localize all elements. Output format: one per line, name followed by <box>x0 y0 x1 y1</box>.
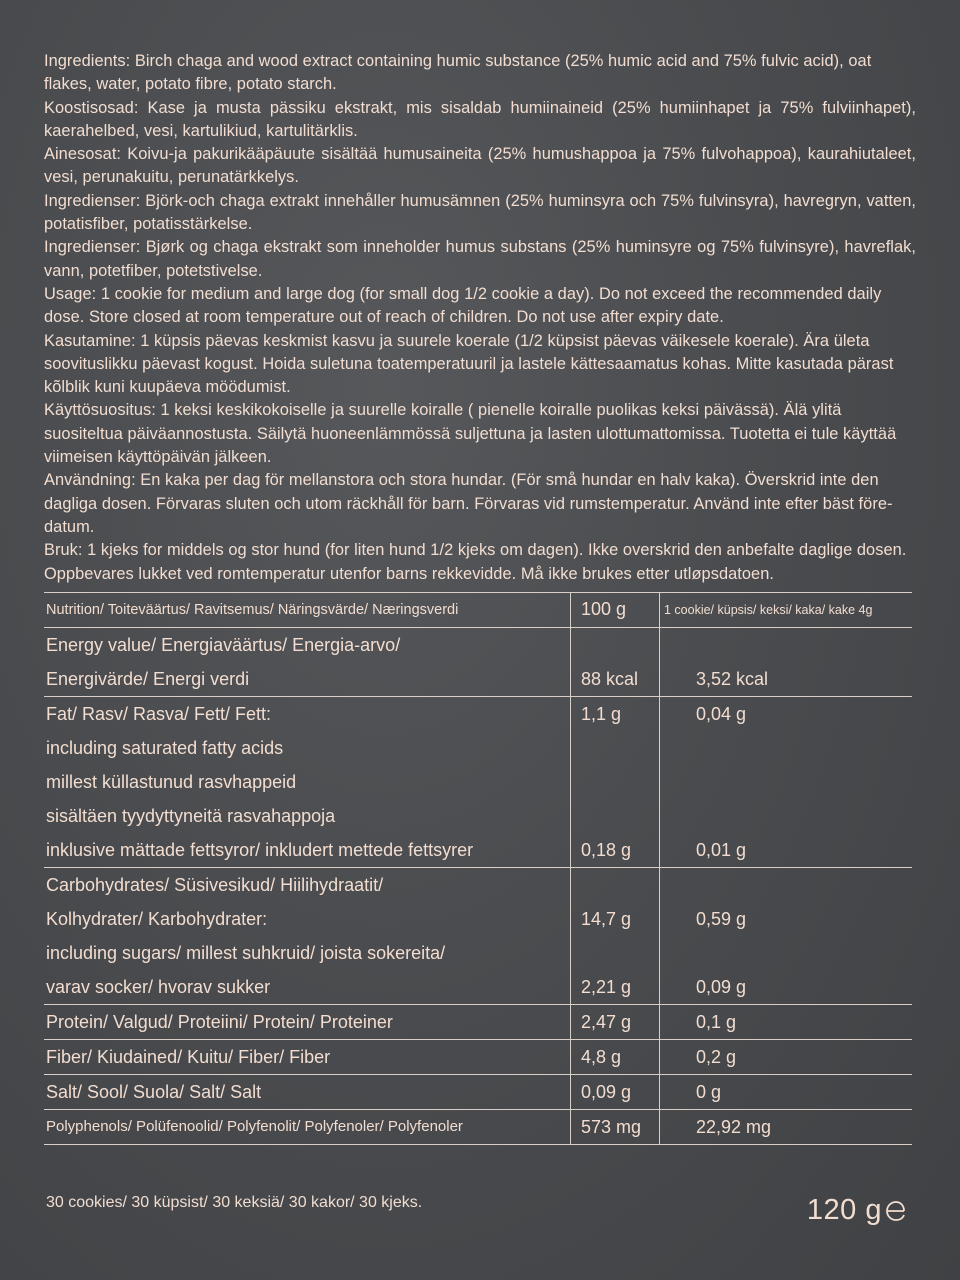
value-per-cookie <box>666 731 912 765</box>
value-per-cookie <box>666 799 912 833</box>
value-per-cookie <box>666 628 912 662</box>
value-per-100g-cell <box>571 1004 660 1039</box>
ingredients-usage-text <box>44 50 916 586</box>
value-per-100g-cell <box>571 1109 660 1144</box>
net-weight <box>807 1194 908 1227</box>
nutrition-row <box>44 1109 912 1144</box>
value-per-cookie: 22,92 mg <box>696 1116 772 1137</box>
value-per-100g-cell <box>571 1039 660 1074</box>
nutrient-label: sisältäen tyydyttyneitä rasvahappoja <box>46 805 336 826</box>
value-per-100g-cell <box>571 1074 660 1109</box>
nutrient-label: Fat/ Rasv/ Rasva/ Fett/ Fett: <box>46 703 272 724</box>
nutrition-header-per-cookie: 1 cookie/ küpsis/ keksi/ kaka/ kake 4g <box>660 592 913 627</box>
value-per-cookie: 0,09 g <box>696 976 747 997</box>
label-content <box>44 50 916 1145</box>
nutrient-label-cell <box>44 1004 571 1039</box>
nutrition-row <box>44 696 912 867</box>
nutrient-label: Energivärde/ Energi verdi <box>46 668 250 689</box>
value-per-100g: 88 kcal <box>581 668 639 689</box>
text-paragraph: Ingredienser: Björk-och chaga extrakt innehåller humusämnen (25% huminsyra och 75% fulvinsyra), havregryn, vatten, potatisfiber, potatisstärkelse. <box>44 191 916 234</box>
value-per-cookie: 0,2 g <box>696 1046 737 1067</box>
value-per-cookie-cell <box>660 1109 913 1144</box>
nutrient-label: millest küllastunud rasvhappeid <box>46 771 297 792</box>
nutrition-row <box>44 1004 912 1039</box>
nutrient-label-cell <box>44 696 571 867</box>
value-per-100g <box>581 868 659 902</box>
cookie-count: 30 cookies/ 30 küpsist/ 30 keksiä/ 30 kakor/ 30 kjeks. <box>46 1194 423 1211</box>
value-per-cookie: 0,01 g <box>696 839 747 860</box>
value-per-cookie-cell <box>660 867 913 1004</box>
text-paragraph: Usage: 1 cookie for medium and large dog (for small dog 1/2 cookie a day). Do not exceed the recommended daily dose. Store closed at room temperature out of reach of children. Do not use after expiry date. <box>44 284 882 327</box>
value-per-100g-cell <box>571 627 660 696</box>
text-paragraph: Käyttösuositus: 1 keksi keskikokoiselle ja suurelle koiralle ( pienelle koiralle puolikas keksi päivässä). Älä ylitä suositeltua päiväannostusta. Säilytä huoneenlämmössä suljettuna ja lasten ulottumattomissa. Tuotetta ei tule käyttää viimeisen käyttöpäivän jälkeen. <box>44 401 897 467</box>
value-per-100g: 0,18 g <box>581 839 632 860</box>
value-per-100g-cell <box>571 867 660 1004</box>
value-per-cookie-cell <box>660 1004 913 1039</box>
nutrition-row <box>44 867 912 1004</box>
nutrient-label-cell <box>44 867 571 1004</box>
value-per-100g <box>581 765 659 799</box>
value-per-cookie: 0,59 g <box>696 908 747 929</box>
value-per-cookie: 3,52 kcal <box>696 668 769 689</box>
nutrition-header-per100: 100 g <box>571 592 660 627</box>
value-per-100g <box>581 731 659 765</box>
text-paragraph: Användning: En kaka per dag för mellanstora och stora hundar. (För små hundar en halv kaka). Överskrid inte den dagliga dosen. Förvaras sluten och utom räckhåll för barn. Förvaras vid rumstemperatur. Använd inte efter bäst före-datum. <box>44 471 893 536</box>
text-paragraph: Koostisosad: Kase ja musta pässiku ekstrakt, mis sisaldab humiinaineid (25% humiinhapet ja 75% fulviinhapet), kaerahelbed, vesi, kartulikiud, kartulitärklis. <box>44 98 916 140</box>
value-per-cookie: 0 g <box>696 1081 722 1102</box>
text-paragraph: Bruk: 1 kjeks for middels og stor hund (for liten hund 1/2 kjeks om dagen). Ikke overskrid den anbefalte daglige dosen. Oppbevares lukket ved romtemperatur utenfor barns rekkevidde. Må ikke brukes etter utløpsdatoen. <box>44 541 907 583</box>
nutrient-label: Polyphenols/ Polüfenoolid/ Polyfenolit/ Polyfenoler/ Polyfenoler <box>46 1117 463 1135</box>
nutrient-label: Protein/ Valgud/ Proteiini/ Protein/ Proteiner <box>46 1011 393 1032</box>
value-per-cookie-cell <box>660 627 913 696</box>
value-per-100g <box>581 936 659 970</box>
nutrient-label: Fiber/ Kiudained/ Kuitu/ Fiber/ Fiber <box>46 1046 331 1067</box>
nutrient-label-cell <box>44 1109 571 1144</box>
nutrient-label: varav socker/ hvorav sukker <box>46 976 271 997</box>
text-paragraph: Ingredients: Birch chaga and wood extract containing humic substance (25% humic acid and 75% fulvic acid), oat flakes, water, potato fibre, potato starch. <box>44 52 872 94</box>
value-per-100g: 4,8 g <box>581 1046 622 1067</box>
text-paragraph: Ainesosat: Koivu-ja pakurikääpäuute sisältää humusaineita (25% humushappoa ja 75% fulvohappoa), kaurahiutaleet, vesi, perunakuitu, perunatärkkelys. <box>44 145 916 187</box>
value-per-cookie: 0,1 g <box>696 1011 737 1032</box>
net-weight-value: 120 g <box>806 1194 882 1226</box>
value-per-cookie-cell <box>660 1074 913 1109</box>
nutrient-label: Salt/ Sool/ Suola/ Salt/ Salt <box>46 1081 262 1102</box>
nutrition-table <box>44 592 912 1145</box>
estimated-sign-icon <box>884 1199 908 1223</box>
value-per-100g: 1,1 g <box>581 703 622 724</box>
label-footer <box>44 1190 916 1230</box>
nutrient-label-cell <box>44 1039 571 1074</box>
nutrient-label: including saturated fatty acids <box>46 737 284 758</box>
text-paragraph: Ingredienser: Bjørk og chaga ekstrakt som inneholder humus substans (25% huminsyre og 75% fulvinsyre), havreflak, vann, potetfiber, potetstivelse. <box>44 238 916 280</box>
value-per-100g: 2,21 g <box>581 976 632 997</box>
value-per-100g-cell <box>571 696 660 867</box>
value-per-100g <box>581 628 659 662</box>
value-per-100g: 0,09 g <box>581 1081 632 1102</box>
nutrient-label-cell <box>44 1074 571 1109</box>
nutrition-header-label: Nutrition/ Toiteväärtus/ Ravitsemus/ Näringsvärde/ Næringsverdi <box>46 601 459 618</box>
nutrition-row <box>44 627 912 696</box>
value-per-cookie-cell <box>660 1039 913 1074</box>
nutrient-label-cell <box>44 627 571 696</box>
value-per-100g: 573 mg <box>581 1116 642 1137</box>
value-per-cookie-cell <box>660 696 913 867</box>
value-per-cookie <box>666 765 912 799</box>
text-paragraph: Kasutamine: 1 küpsis päevas keskmist kasvu ja suurele koerale (1/2 küpsist päevas väikesele koerale). Ära ületa soovituslikku päevast kogust. Hoida suletuna toatemperatuuril ja lastele kättesaamatus kohas. Mitte kasutada pärast kõlblik kuni kuupäeva möödumist. <box>44 331 894 397</box>
nutrient-label: including sugars/ millest suhkruid/ joista sokereita/ <box>46 942 446 963</box>
value-per-100g <box>581 799 659 833</box>
nutrition-header-row <box>44 592 912 627</box>
nutrition-row <box>44 1039 912 1074</box>
value-per-100g: 2,47 g <box>581 1011 632 1032</box>
nutrient-label: Energy value/ Energiaväärtus/ Energia-arvo/ <box>46 634 401 655</box>
value-per-cookie: 0,04 g <box>696 703 747 724</box>
nutrient-label: Kolhydrater/ Karbohydrater: <box>46 908 268 929</box>
nutrition-row <box>44 1074 912 1109</box>
value-per-cookie <box>666 868 912 902</box>
nutrient-label: inklusive mättade fettsyror/ inkludert mettede fettsyrer <box>46 839 474 860</box>
value-per-100g: 14,7 g <box>581 908 632 929</box>
nutrient-label: Carbohydrates/ Süsivesikud/ Hiilihydraatit/ <box>46 874 384 895</box>
value-per-cookie <box>666 936 912 970</box>
